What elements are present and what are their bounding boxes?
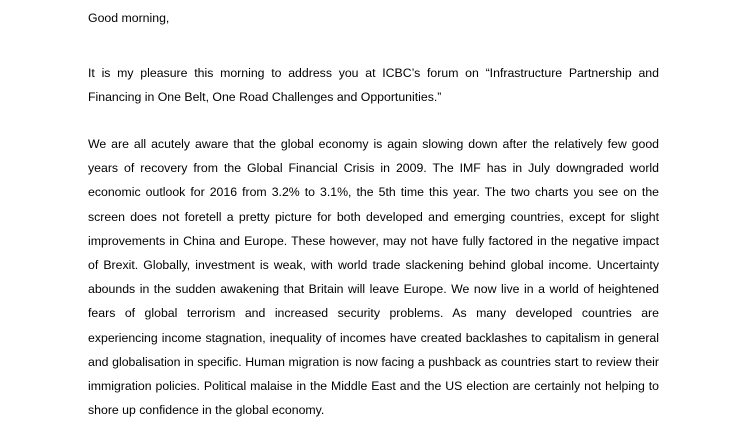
greeting: Good morning, bbox=[88, 11, 170, 25]
paragraph-forum-intro: It is my pleasure this morning to address you at ICBC’s forum on “Infrastructure Partnership and Financing in One Belt, One Road Challenges and Opportunities.” bbox=[88, 66, 659, 104]
paragraph-global-economy: We are all acutely aware that the global economy is again slowing down after the relatively few good years of recovery from the Global Financial Crisis in 2009. The IMF has in July downgraded world economic outlook for 2016 from 3.2% to 3.1%, the 5th time this year. The two charts you see on the screen does not foretell a pretty picture for both developed and emerging countries, except for slight improvements in China and Europe. These however, may not have fully factored in the negative impact of Brexit. Globally, investment is weak, with world trade slackening behind global income. Uncertainty abounds in the sudden awakening that Britain will leave Europe. We now live in a world of heightened fears of global terrorism and increased security problems. As many developed countries are experiencing income stagnation, inequality of incomes have created backlashes to capitalism in general and globalisation in specific. Human migration is now facing a pushback as countries start to review their immigration policies. Political malaise in the Middle East and the US election are certainly not helping to shore up confidence in the global economy. bbox=[88, 137, 659, 418]
